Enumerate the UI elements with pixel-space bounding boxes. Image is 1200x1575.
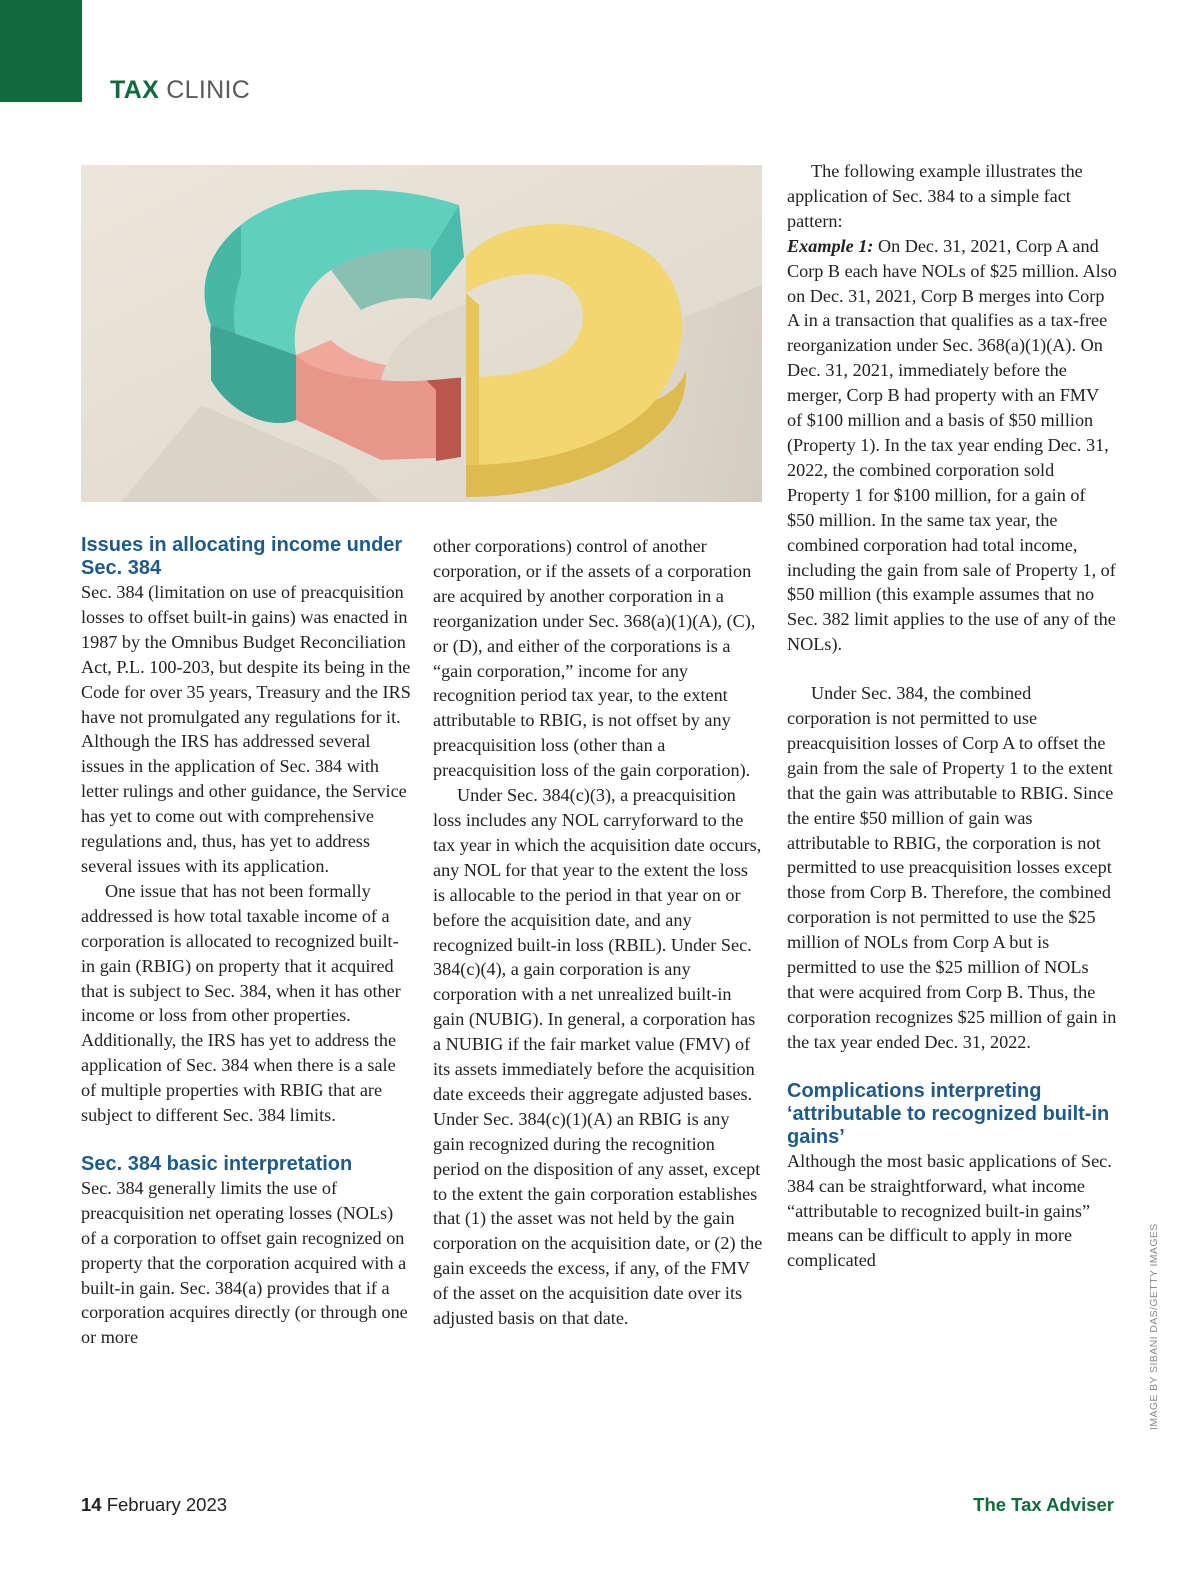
footer-page-info xyxy=(81,1494,227,1516)
col2-paragraph-1: other corporations) control of another corporation, or if the assets of a corporation are acquired by another corporation in a reorganization under Sec. 368(a)(1)(A), (C), or (D), and either of the corporations is a “gain corporation,” income for any recognition period tax year, to the extent attributable to RBIG, is not offset by any preacquisition loss (other than a preacquisition loss of the gain corporation). xyxy=(433,536,756,781)
image-credit: IMAGE BY SIBANI DAS/GETTY IMAGES xyxy=(1148,1223,1160,1430)
page-number: 14 xyxy=(81,1494,102,1515)
example-1-body: On Dec. 31, 2021, Corp A and Corp B each have NOLs of $25 million. Also on Dec. 31, 2021, Corp B merges into Corp A in a transaction that qualifies as a tax-free reorganization under Sec. 368(a)(1)(A). On Dec. 31, 2021, immediately before the merger, Corp B had property with an FMV of $100 million and a basis of $50 million (Property 1). In the tax year ending Dec. 31, 2022, the combined corporation sold Property 1 for $100 million, for a gain of $50 million. In the same tax year, the combined corporation had total income, including the gain from sale of Property 1, of $50 million (this example assumes that no Sec. 382 limit applies to the use of any of the NOLs). xyxy=(787,235,1117,655)
example-1-block xyxy=(787,234,1117,657)
col3-paragraph-1: The following example illustrates the application of Sec. 384 to a simple fact pattern: xyxy=(787,161,1083,231)
column-3 xyxy=(787,159,1117,1273)
col3-paragraph-3: Although the most basic applications of Sec. 384 can be straightforward, what income “attributable to recognized built-in gains” means can be difficult to apply in more complicated xyxy=(787,1150,1112,1271)
col1-paragraph-3: Sec. 384 generally limits the use of preacquisition net operating losses (NOLs) of a corporation to offset gain recognized on property that the corporation acquired with a built-in gain. Sec. 384(a) provides that if a corporation acquires directly (or through one or more xyxy=(81,1177,408,1348)
publication-name: The Tax Adviser xyxy=(973,1494,1114,1515)
col1-paragraph-2: One issue that has not been formally addressed is how total taxable income of a corporation is allocated to recognized built-in gain (RBIG) on property that it acquired that is subject to Sec. 384, when it has other income or loss from other properties. Additionally, the IRS has yet to address the application of Sec. 384 when there is a sale of multiple properties with RBIG that are subject to different Sec. 384 limits. xyxy=(81,880,401,1126)
heading-issues-allocating-income: Issues in allocating income under Sec. 384 xyxy=(81,534,403,579)
column-1 xyxy=(81,534,411,1350)
example-1-lead: Example 1: xyxy=(787,235,874,256)
column-2 xyxy=(433,534,763,1331)
section-label xyxy=(110,76,250,105)
col2-paragraph-2: Under Sec. 384(c)(3), a preacquisition loss includes any NOL carryforward to the tax year in which the acquisition date occurs, any NOL for that year to the extent the loss is allocable to the period in that year on or before the acquisition date, and any recognized built-in loss (RBIL). Under Sec. 384(c)(4), a gain corporation is any corporation with a net unrealized built-in gain (NUBIG). In general, a corporation has a NUBIG if the fair market value (FMV) of its assets immediately before the acquisition date exceeds their aggregate adjusted bases. Under Sec. 384(c)(1)(A) an RBIG is any gain recognized during the recognition period on the disposition of any asset, except to the extent the gain corporation establishes that (1) the asset was not held by the gain corporation on the acquisition date, or (2) the gain exceeds the excess, if any, of the FMV of the asset on the acquisition date over its adjusted basis on that date. xyxy=(433,785,763,1329)
donut-chart-photo xyxy=(81,165,762,502)
header-color-tab xyxy=(0,0,82,102)
heading-basic-interpretation: Sec. 384 basic interpretation xyxy=(81,1152,353,1175)
col1-paragraph-1: Sec. 384 (limitation on use of preacquisition losses to offset built-in gains) was enacted in 1987 by the Omnibus Budget Reconciliation Act, P.L. 100-203, but despite its being in the Code for over 35 years, Treasury and the IRS have not promulgated any regulations for it. Although the IRS has addressed several issues in the application of Sec. 384 with letter rulings and other guidance, the Service has yet to come out with comprehensive regulations and, thus, has yet to address several issues with its application. xyxy=(81,582,411,876)
issue-date: February 2023 xyxy=(106,1494,228,1515)
col3-paragraph-2: Under Sec. 384, the combined corporation is not permitted to use preacquisition losses of Corp A to offset the gain from the sale of Property 1 to the extent that the gain was attributable to RBIG. Since the entire $50 million of gain was attributable to RBIG, the corporation is not permitted to use preacquisition losses except those from Corp B. Therefore, the combined corporation is not permitted to use the $25 million of NOLs from Corp A but is permitted to use the $25 million of NOLs that were acquired from Corp B. Thus, the corporation recognizes $25 million of gain in the tax year ended Dec. 31, 2022. xyxy=(787,683,1117,1052)
section-label-light: CLINIC xyxy=(166,76,251,104)
section-label-strong: TAX xyxy=(110,76,160,104)
heading-complications: Complications interpreting ‘attributable to recognized built-in gains’ xyxy=(787,1079,1110,1148)
